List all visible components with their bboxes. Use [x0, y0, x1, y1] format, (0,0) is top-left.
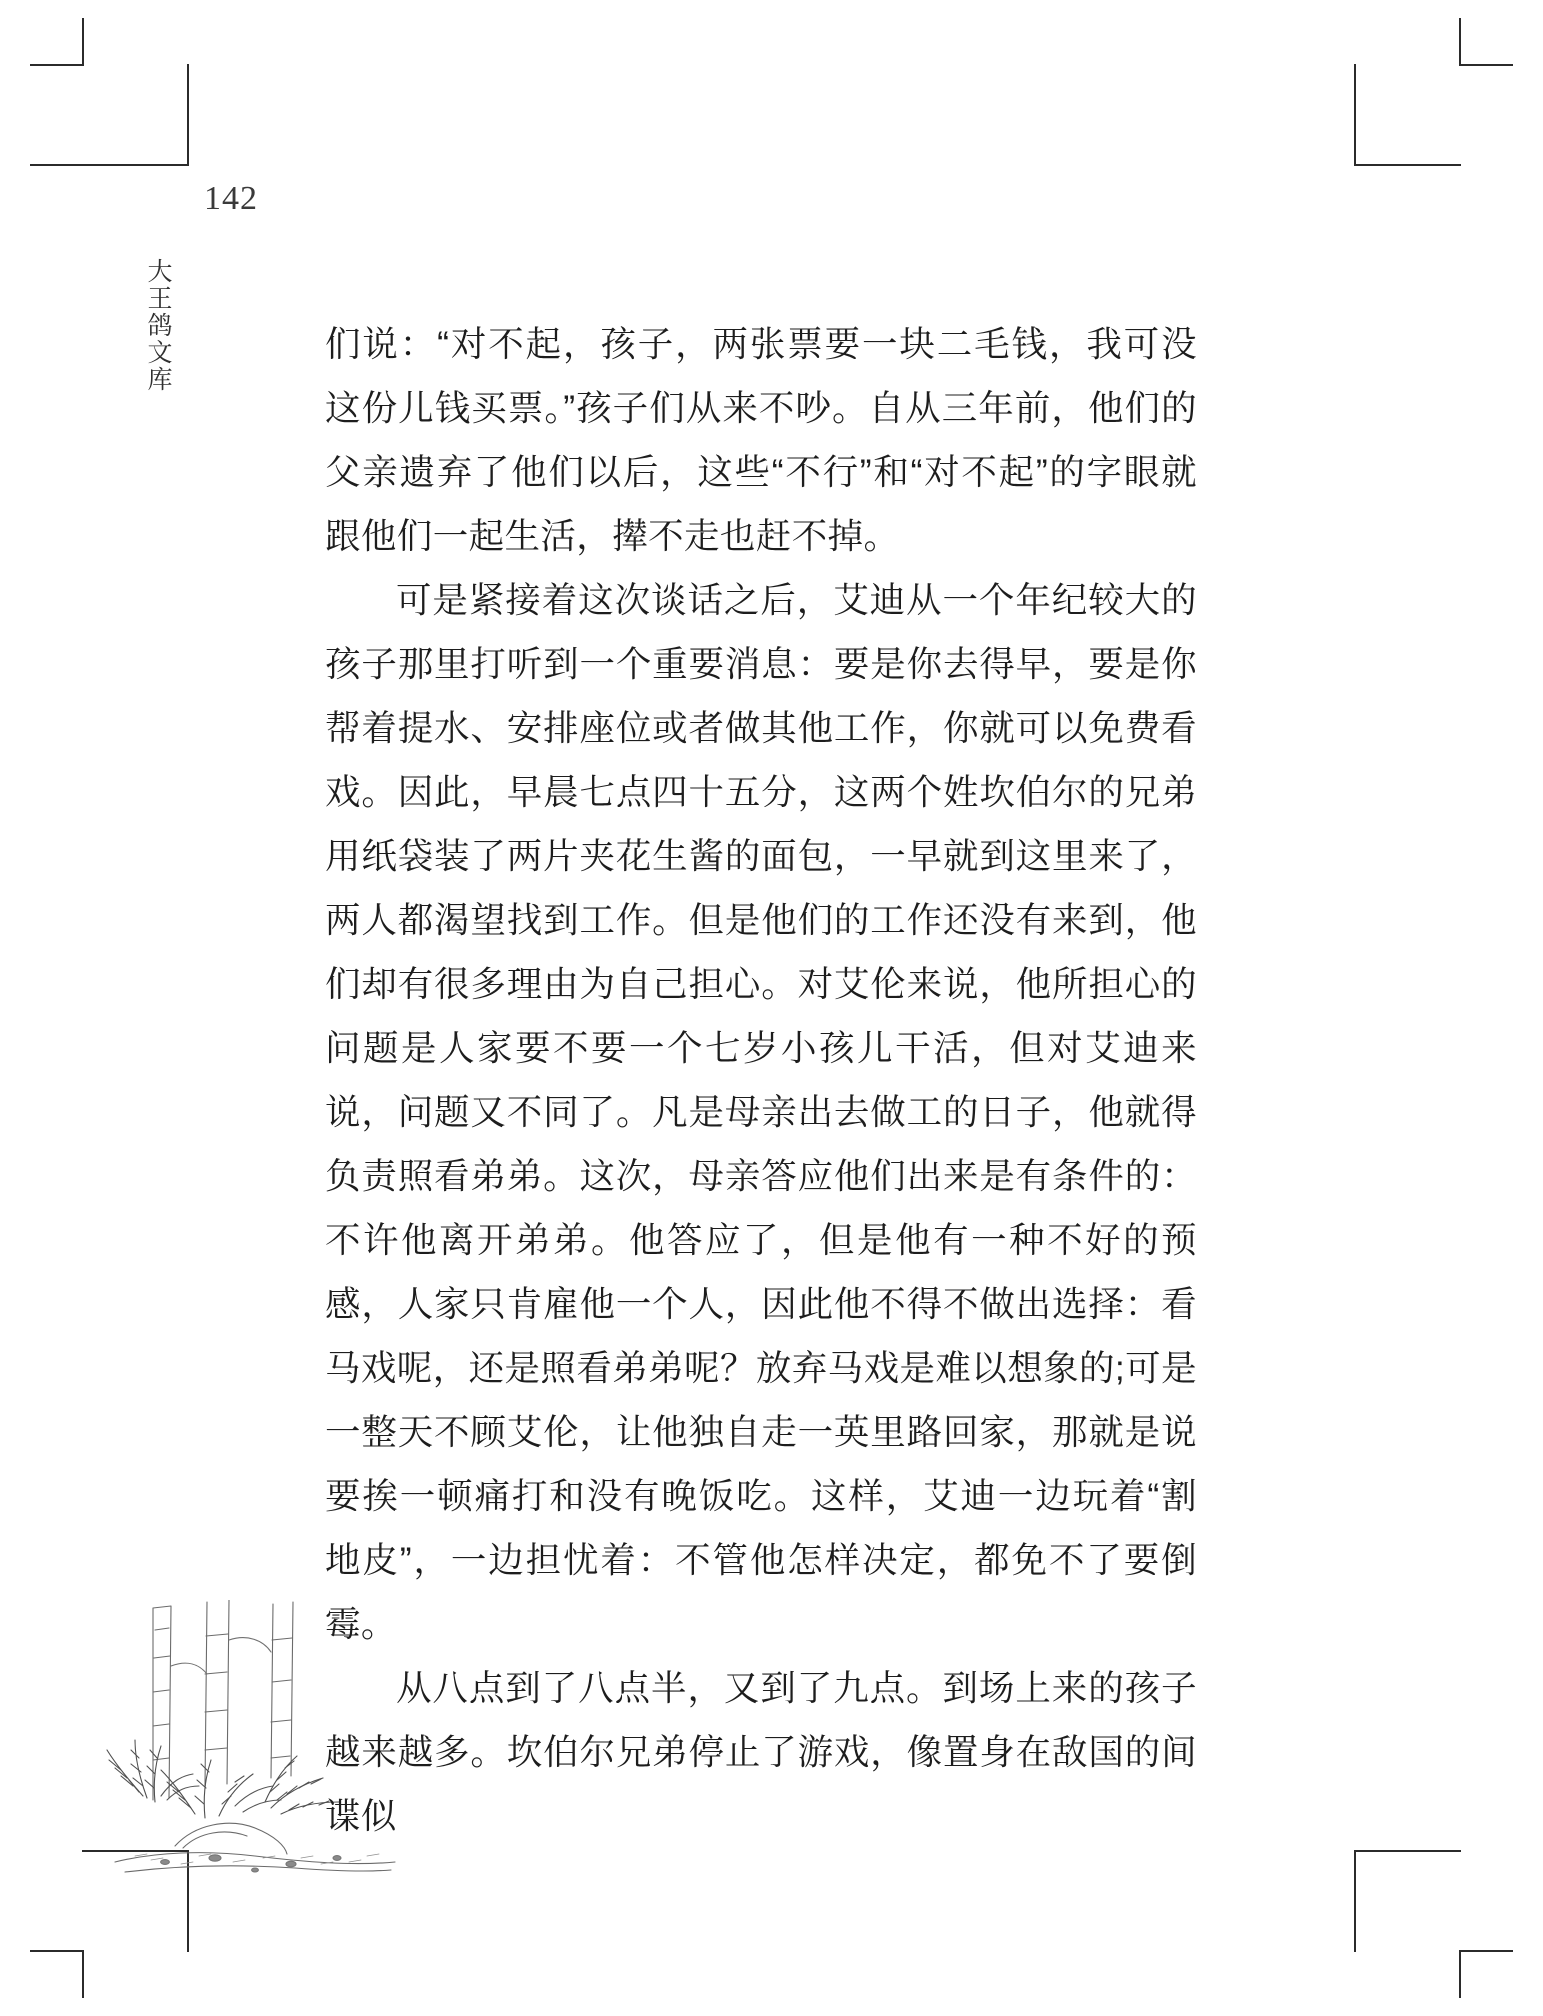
crop-mark-bottom-right-outer: [1459, 1950, 1513, 1998]
body-text-column: [325, 312, 1197, 1848]
crop-mark-top-left-outer: [30, 18, 84, 66]
crop-mark-top-right-inner: [1354, 64, 1461, 166]
series-label: 大王鸽文库: [144, 258, 172, 393]
crop-mark-bottom-right-inner: [1354, 1850, 1461, 1952]
crop-mark-top-left-bar: [30, 64, 82, 166]
crop-mark-top-right-outer: [1459, 18, 1513, 66]
crop-mark-top-left-inner: [82, 64, 189, 166]
paragraph: 们说：“对不起，孩子，两张票要一块二毛钱，我可没这份儿钱买票。”孩子们从来不吵。自从三年前，他们的父亲遗弃了他们以后，这些“不行”和“对不起”的字眼就跟他们一起生活，撵不走也赶不掉。: [325, 324, 1197, 556]
paragraph: 从八点到了八点半，又到了九点。到场上来的孩子越来越多。坎伯尔兄弟停止了游戏，像置身在敌国的间谍似: [325, 1668, 1197, 1836]
crop-mark-bottom-left-outer: [30, 1950, 84, 1998]
page-number: 142: [204, 180, 258, 217]
paragraph: 可是紧接着这次谈话之后，艾迪从一个年纪较大的孩子那里打听到一个重要消息：要是你去得早，要是你帮着提水、安排座位或者做其他工作，你就可以免费看戏。因此，早晨七点四十五分，这两个姓坎伯尔的兄弟用纸袋装了两片夹花生酱的面包，一早就到这里来了，两人都渴望找到工作。但是他们的工作还没有来到，他们却有很多理由为自己担心。对艾伦来说，他所担心的问题是人家要不要一个七岁小孩儿干活，但对艾迪来说，问题又不同了。凡是母亲出去做工的日子，他就得负责照看弟弟。这次，母亲答应他们出来是有条件的：不许他离开弟弟。他答应了，但是他有一种不好的预感，人家只肯雇他一个人，因此他不得不做出选择：看马戏呢，还是照看弟弟呢？放弃马戏是难以想象的;可是一整天不顾艾伦，让他独自走一英里路回家，那就是说要挨一顿痛打和没有晚饭吃。这样，艾迪一边玩着“割地皮”，一边担忧着：不管他怎样决定，都免不了要倒霉。: [325, 580, 1197, 1644]
